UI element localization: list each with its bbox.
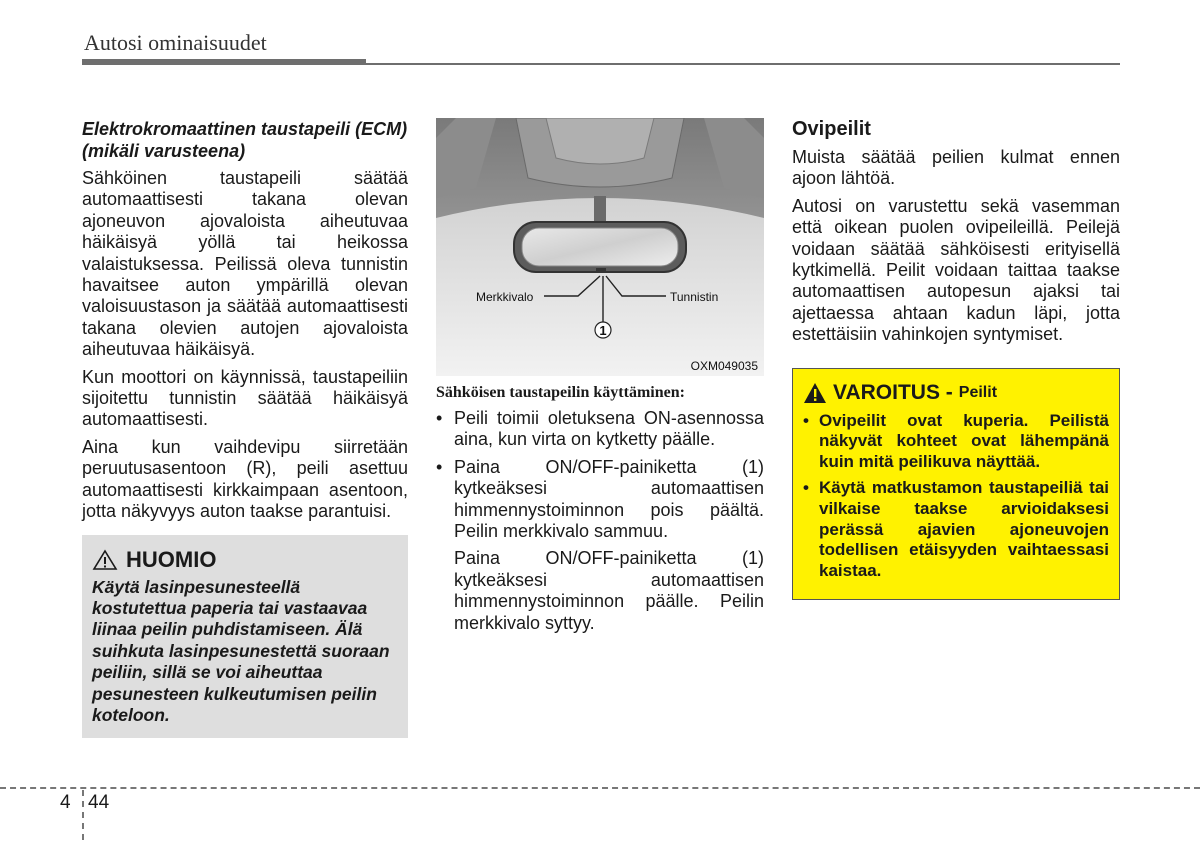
- list-item: [436, 457, 764, 543]
- column-ecm-text: [82, 118, 408, 738]
- caution-box: [82, 535, 408, 739]
- rearview-mirror-image: [436, 118, 764, 376]
- list-item: [803, 478, 1109, 581]
- label-merkkivalo: Merkkivalo: [476, 290, 534, 304]
- figure-caption: Sähköisen taustapeilin käyttäminen:: [436, 384, 685, 401]
- section-title: Ovipeilit: [792, 118, 871, 140]
- warning-subtitle: Peilit: [958, 383, 998, 401]
- label-tunnistin: Tunnistin: [670, 290, 719, 304]
- mirror-illustration: [436, 118, 764, 376]
- ecm-paragraph: Aina kun vaihdevipu siirretään peruutusasentoon (R), peili asettuu automaattisesti kirkkaimpaan asentoon, jotta näkyvyys auton taakse parantuisi.: [82, 436, 408, 522]
- figure-code: OXM049035: [690, 359, 758, 373]
- bullet-continuation: Paina ON/OFF-painiketta (1) kytkeäksesi automaattisen himmennystoiminnon päälle. Peilin merkkivalo syttyy.: [454, 548, 764, 633]
- bullet-marker: •: [803, 478, 809, 498]
- footer-divider: [82, 790, 84, 840]
- page-number: 44: [88, 792, 110, 813]
- mirror-paragraph: Muista säätää peilien kulmat ennen ajoon lähtöä.: [792, 147, 1120, 189]
- header-rule-line: [366, 63, 1120, 65]
- footer-rule: [0, 787, 1200, 789]
- warning-title: [803, 381, 1109, 405]
- caution-triangle-icon: [92, 549, 118, 571]
- ecm-paragraph: Sähköinen taustapeili säätää automaattisesti takana olevan ajoneuvon ajovaloista aiheutuvaa häikäisyä yöllä tai heikossa valaistuksessa. Peilissä oleva tunnistin havaitsee auton ympärillä olevan valoisuustason ja säätää automaattisesti takana olevien autojen ajovaloista aiheutuvaa häikäisyä.: [82, 168, 408, 360]
- column-door-mirrors: [792, 118, 1120, 600]
- column-mirror-figure: [436, 118, 764, 634]
- list-item: [803, 411, 1109, 473]
- bullet-marker: •: [436, 456, 443, 477]
- warning-box: [792, 368, 1120, 601]
- caution-title-text: HUOMIO: [126, 546, 217, 572]
- bullet-text: Paina ON/OFF-painiketta (1) kytkeäksesi automaattisen himmennystoiminnon pois päältä. Peilin merkkivalo sammuu.: [454, 456, 764, 542]
- warning-text: Käytä matkustamon taustapeiliä tai vilkaise taakse arvioidaksesi perässä ajavien ajoneuvojen todellisen etäisyyden vaihtaessasi kaistaa.: [819, 478, 1109, 580]
- ecm-subheading: Elektrokromaattinen taustapeili (ECM) (mikäli varusteena): [82, 119, 408, 161]
- chapter-number: 4: [60, 792, 71, 813]
- bullet-marker: •: [803, 410, 809, 430]
- caution-title: [92, 547, 398, 573]
- bullet-marker: •: [436, 408, 443, 428]
- caution-text: Käytä lasinpesunesteellä kostutettua paperia tai vastaavaa liinaa peilin puhdistamiseen. Älä suihkuta lasinpesunestettä suoraan peiliin, sillä se voi aiheuttaa pesunesteen kulkeutumisen peilin koteloon.: [92, 576, 390, 725]
- warning-triangle-icon: [803, 382, 827, 404]
- warning-title-text: VAROITUS -: [833, 380, 953, 404]
- running-header: Autosi ominaisuudet: [84, 30, 267, 55]
- warning-text: Ovipeilit ovat kuperia. Peilistä näkyvät kohteet ovat lähempänä kuin mitä peilikuva näyttää.: [819, 410, 1109, 471]
- ecm-paragraph: Kun moottori on käynnissä, taustapeiliin sijoitettu tunnistin säätää häikäisyä automaattisesti.: [82, 366, 408, 430]
- header-rule-bar: [82, 59, 366, 65]
- list-item: [436, 408, 764, 451]
- callout-number: 1: [599, 323, 607, 338]
- bullet-text: Peili toimii oletuksena ON-asennossa aina, kun virta on kytketty päälle.: [454, 408, 764, 450]
- mirror-paragraph: Autosi on varustettu sekä vasemman että oikean puolen ovipeileillä. Peilejä voidaan säätää sähköisesti erityisellä kytkimellä. Peilit voidaan taittaa taakse automaattisen autopesun ajaksi tai ajettaessa ahtaan kadun läpi, jotta estettäisiin vahinkojen syntymiset.: [792, 195, 1120, 345]
